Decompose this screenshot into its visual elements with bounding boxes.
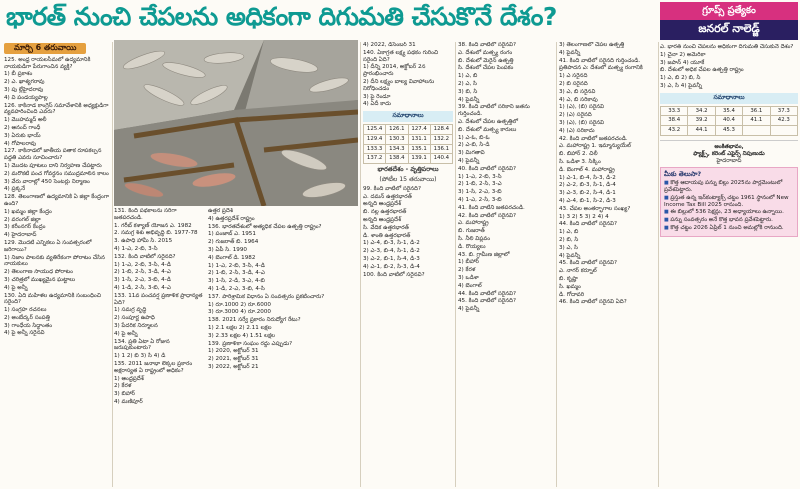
- question-line: 2) ఆనంద్ గాంధీ: [4, 124, 41, 131]
- question-line: 134. ప్రతి ఏటా ఏ రోజున జరుపుకుంటారు?: [114, 338, 170, 352]
- question-line: 1) మొదట పూటలు దాని నిర్వహణ చేపట్టారు: [4, 162, 102, 169]
- question-line: 2) ఎ. ఖాశ్యగరావు: [4, 79, 45, 86]
- question-line: 1. గరీబ్‌ కళ్యాణ్‌ యోజన ఎ. 1982: [114, 222, 192, 229]
- question-line: 4) ఎ-4, బి-1, సి-2, డి-3: [559, 197, 616, 204]
- answer-row: [364, 154, 453, 164]
- question-line: డి. బెంగాల్ 4. మహారాష్ట్ర: [559, 166, 615, 173]
- question-line: 4) పైవన్నీ: [458, 306, 480, 313]
- question-line: 139. ప్రణాళికా సంఘం రద్దు ఎప్పుడు?: [208, 340, 293, 347]
- question-line: 2) ఎ-3, బి-4, సి-1, డి-2: [363, 248, 420, 255]
- question-line: 2. సమగ్ర శిశు అభివృద్ధి బి. 1977-78: [114, 230, 198, 237]
- right-answers-table: [660, 106, 798, 136]
- question-line: 2) వరంగల్‌ జిల్లా: [4, 216, 41, 223]
- question-line: 2) (ఎ) సరైనది: [559, 112, 592, 119]
- column-divider: [455, 42, 456, 487]
- question-line: బి. బిహార్ 2. చిలీ: [559, 151, 598, 158]
- question-line: 138. 2021 సర్వే ప్రకారం నిరుద్యోగ రేటు?: [208, 317, 301, 324]
- question-line: 2) గుజరాత్ బి. 1964: [208, 239, 259, 246]
- section-subhead: భారతదేశం - వృత్తిపరాలు: [377, 166, 439, 174]
- answer-cell: 126.1: [386, 124, 408, 134]
- answer-cell: 35.4: [715, 106, 742, 116]
- question-line: 1) నిజాం పాలనకు వ్యతిరేకంగా పోరాటం చేసిన నాయకులు: [4, 254, 105, 268]
- did-you-know-list: [664, 180, 794, 232]
- question-line: అన్నది ఆంధ్రప్రదేశ్: [363, 201, 402, 208]
- question-line: 4) వి పండయ్యపాల్ల: [4, 94, 48, 101]
- question-list-2: [114, 208, 204, 406]
- answer-cell: 39.2: [688, 116, 715, 126]
- question-line: 1) సమగ్ర వృద్ధి: [114, 307, 147, 314]
- answer-cell: 41.1: [743, 116, 770, 126]
- question-line: 3) బి, సి: [458, 88, 478, 95]
- question-line: 3) 2022, అక్టోబర్‌ 21: [208, 363, 259, 370]
- question-line: 1) (ఎ), (బి) సరైనవి: [559, 104, 605, 111]
- question-line: 133. 11వ పంచవర్ష ప్రణాళిక ప్రాధాన్యత ఏది?: [114, 292, 203, 306]
- question-line: 3) ఎ-2, బి-1, సి-4, డి-3: [363, 255, 420, 262]
- question-line: 1) సంగ్రహ రచనలు: [4, 307, 47, 314]
- question-line: 130. ఏది మహిళల ఉద్యమానికి సంబంధించి సరైంది?: [4, 292, 102, 306]
- question-line: 45. కింది వాటిలో సరైనది?: [458, 298, 516, 305]
- column-6: [559, 42, 657, 487]
- column-divider: [360, 42, 361, 487]
- question-line: 131. కింది పథకాలను సరిగా జతపరచండి.: [114, 208, 177, 221]
- question-line: 2) 1-బి, 2-సి, 3-డి, 4-ఎ: [208, 270, 265, 277]
- answer-row: [661, 106, 798, 116]
- question-line: 3) ఏపీ సి. 1990: [208, 246, 247, 253]
- question-line: 4) బెంగాల్‌ డి. 1982: [208, 254, 256, 261]
- question-line: 1) ఎ, బి: [458, 73, 478, 80]
- question-line: 3) పు ల్లేహైదరావు: [4, 86, 44, 93]
- question-line: 4) (ఎ) సరికాదు: [559, 127, 595, 134]
- question-line: 4) 1-ఎ, 2-బి, 3-సి: [114, 245, 158, 252]
- column-5: [458, 42, 554, 487]
- question-line: 2) కేరళ: [458, 267, 476, 274]
- column-2: [114, 208, 204, 487]
- question-line: బి. దేశంలో మెరైన్ ఉత్పత్తి: [458, 57, 514, 64]
- answer-cell: 139.1: [408, 154, 430, 164]
- question-list-4b: [363, 186, 453, 279]
- question-line: డి. శాంతి ఉత్తరభారత్: [363, 232, 411, 239]
- answer-cell: 134.3: [386, 144, 408, 154]
- question-line: 1) ఆంధ్రప్రదేశ్‌: [114, 375, 144, 382]
- right-answers-heading: సమాధానాలు: [660, 93, 798, 104]
- question-line: 3) కరీంనగర్‌ కేంద్రం: [4, 224, 46, 231]
- question-line: 140. ఏకాగ్రత లక్ష్య పథకం గురించి సరైంది ఏది?: [363, 49, 439, 63]
- question-line: 46. కింది వాటిలో సరైనవి ఏది?: [559, 299, 627, 306]
- answer-cell: 34.2: [688, 106, 715, 116]
- question-line: 3) 1-సి, 2-డి, 3-ఎ, 4-బి: [208, 278, 265, 285]
- answer-cell: 125.4: [364, 124, 386, 134]
- answer-cell: 127.4: [408, 124, 430, 134]
- question-line: 3) ఎ, సి 4) పైవన్నీ: [660, 82, 703, 89]
- question-line: 1) 2.1 లక్షల 2) 2.11 లక్షల: [208, 324, 272, 331]
- question-line: 1) బీహార్: [458, 259, 479, 266]
- question-line: 2) 2021, అక్టోబర్‌ 31: [208, 356, 259, 363]
- question-line: 1) ఎ-4, బి-3, సి-1, డి-2: [363, 240, 420, 247]
- question-line: 3) ఏరుకు భాయ్: [4, 132, 41, 139]
- question-line: సి. దేశంలో చేపల పెంపకం: [458, 65, 514, 72]
- section-subhead-note: (పోటీల 15 తరువాయి): [379, 175, 437, 183]
- question-line: 4) పై అన్నీ: [4, 284, 28, 291]
- answer-cell: [743, 126, 770, 136]
- question-line: 41. కింది వాటిని జతపరచండి.: [458, 204, 525, 211]
- question-line: సి. నీలి విప్లవం: [458, 235, 491, 242]
- question-line: 3) తెలంగాణలో చేపల ఉత్పత్తి: [559, 42, 625, 48]
- answer-cell: 129.4: [364, 134, 386, 144]
- answer-cell: 130.3: [386, 134, 408, 144]
- column-divider: [556, 42, 557, 487]
- badge-bottom-label: జనరల్ నాలెడ్జ్: [660, 20, 798, 40]
- answer-cell: 37.3: [770, 106, 797, 116]
- question-line: 1) ఎ, బి 2) బి, సి: [660, 75, 701, 82]
- question-line: 3) పేదరిక నిర్మూలన: [114, 322, 158, 329]
- fish-market-photo: [114, 40, 358, 206]
- answer-cell: 33.3: [661, 106, 688, 116]
- question-line: 42. కింది వాటిలో సరైనవి?: [458, 212, 516, 219]
- question-line: 3) 2.33 లక్షల 4) 1.51 లక్షల: [208, 332, 275, 339]
- answer-cell: 36.1: [743, 106, 770, 116]
- question-line: బి. కృష్ణా: [559, 275, 578, 282]
- question-line: 1) ఎ సరైనది: [559, 73, 588, 80]
- question-list-1: [4, 57, 110, 337]
- badge-top-label: గ్రూప్స్ ప్రత్యేకం: [660, 2, 798, 20]
- question-line: 4) 2022, డిసెంబర్‌ 31: [363, 42, 416, 48]
- question-line: ఎ. భారత్ నుంచి చేపలను అధికంగా దిగుమతి చేసుకునే దేశం?: [660, 44, 794, 50]
- question-line: 2) ఎ-బి, సి-డి: [458, 142, 490, 149]
- question-line: 4) 1-ఎ, 2-సి, 3-బి: [458, 196, 502, 203]
- question-line: ఎ. నాగర్‌ కర్నూల్: [559, 268, 597, 275]
- fact-bullet: ■ ప్రస్తుత ఉన్న ఇన్‌కంట్యాక్స్‌ చట్టం 1961 స్థానంలో New Income Tax Bill 2025 రానుంది.: [664, 195, 794, 209]
- question-line: ఎ. మహారాష్ట్ర: [458, 220, 489, 227]
- question-line: ఎ. దేశంలో చేపల ఉత్పత్తిలో: [458, 118, 519, 125]
- question-list-5: [458, 42, 554, 313]
- did-you-know-title: మీకు తెలుసా?: [664, 170, 702, 179]
- question-line: 3) 1-సి, 2-ఎ, 3-బి: [458, 189, 502, 196]
- question-line: ఉత్తర ప్రదేశ్‌: [208, 208, 233, 214]
- answers-table: [363, 124, 453, 164]
- question-line: 1) 1-ఎ, 2-బి, 3-సి, 4-డి: [208, 262, 265, 269]
- question-line: 4) పైవన్నీ: [559, 252, 581, 259]
- right-column: [660, 44, 798, 487]
- question-line: 2) ఎ, సి: [458, 80, 477, 87]
- answer-cell: 42.3: [770, 116, 797, 126]
- question-line: 3) 1-సి, 2-ఎ, 3-బి, 4-డి: [114, 277, 171, 284]
- answer-cell: 44.1: [688, 126, 715, 136]
- question-line: 3) బిహార్‌: [114, 391, 135, 398]
- question-line: బి. నల్ల ఉత్తరభారత్: [363, 209, 407, 216]
- answer-row: [661, 126, 798, 136]
- question-line: డి. గోదావరి: [559, 291, 585, 298]
- answer-row: [661, 116, 798, 126]
- answer-cell: [770, 126, 797, 136]
- question-line: 4) పైవన్నీ: [559, 49, 581, 56]
- answer-cell: 135.1: [408, 144, 430, 154]
- question-line: 4) గోపాలరావు: [4, 140, 37, 147]
- question-line: 4) ఏదీ కాదు: [363, 101, 391, 108]
- question-line: 4) పై అన్నీ: [114, 330, 138, 337]
- question-line: 4) 1-డి, 2-ఎ, 3-బి, 4-సి: [208, 285, 265, 292]
- question-line: 127. కాకినాడలో జాతీయ పతాక రూపకల్పన పద్దతి ఎవరు సూచించారు?: [4, 148, 102, 162]
- question-line: 1) 1-ఎ, 2-బి, 3-సి, 4-డి: [114, 261, 171, 268]
- column-divider: [112, 42, 113, 487]
- question-line: 2) 1-బి, 2-సి, 3-డి, 4-ఎ: [114, 269, 171, 276]
- question-line: 4) 1-డి, 2-సి, 3-బి, 4-ఎ: [114, 284, 171, 291]
- column-3: [208, 208, 358, 487]
- question-line: 4) పై అన్నీ సరైనవి: [4, 330, 45, 337]
- answer-cell: 128.4: [430, 124, 452, 134]
- intro-questions: [660, 44, 798, 90]
- question-line: 2) బి, సి: [559, 236, 579, 243]
- author-line-1: అంకితభావం,: [714, 143, 744, 150]
- question-line: 2) అంబేద్కర్‌ సంపత్తి: [4, 314, 50, 321]
- question-line: 39. కింది వాటిలో సరికాని జతను గుర్తించండి.: [458, 104, 530, 118]
- question-line: 3) జపాన్‌ 4) యూకే: [660, 59, 705, 66]
- question-line: 45. కింది వాటిలో సరైనవి?: [559, 260, 617, 267]
- question-line: 1) దీన్ని 2014, అక్టోబర్‌ 2న ప్రారంభించారు: [363, 64, 426, 78]
- question-line: 2) ఎ-2, బి-3, సి-1, డి-4: [559, 182, 616, 189]
- question-line: 4) ఎ-1, బి-2, సి-3, డి-4: [363, 263, 420, 270]
- question-line: 2) 1-బి, 2-సి, 3-ఎ: [458, 181, 502, 188]
- question-line: 4) హైదరాబాద్: [4, 232, 37, 239]
- question-line: 126. కాకినాడ కాంగ్రెస్‌ సమావేశానికి అధ్యక్షుడిగా వ్యవహరించింది ఎవరు?: [4, 102, 109, 116]
- question-line: 1) బీ ప్రకాశం: [4, 71, 33, 78]
- question-line: ఎ. దేశంలో మత్స్య రంగం: [458, 49, 513, 56]
- fact-bullet: ■ కొత్త చట్టం 2026 ఏప్రిల్ 1 నుంచి అమల్లోకి రానుంది.: [664, 225, 794, 232]
- question-line: 100. కింది వాటిలో సరైనవి?: [363, 271, 425, 278]
- question-line: 3) మిగతావి: [458, 150, 485, 157]
- question-line: 1) 3 2) 5 3) 2 4) 4: [559, 213, 609, 220]
- fish-crates-illustration: [114, 40, 358, 206]
- did-you-know-box: [660, 167, 798, 236]
- question-line: 3) చరిత్రలో ముఖ్యమైన ఘట్టాలు: [4, 276, 76, 283]
- question-line: 3) ఎ, సి: [559, 244, 578, 251]
- question-list-4: [363, 42, 453, 108]
- question-line: డి. రొయ్యలు: [458, 243, 486, 250]
- column-4: [363, 42, 453, 487]
- question-line: 137. పారిశ్రామిక విధానం ఏ సంవత్సరం ప్రకటించారు?: [208, 293, 325, 300]
- question-line: 1) పంజాబ్ ఎ. 1951: [208, 231, 256, 238]
- question-line: 44. కింది వాటిలో సరైనవి?: [559, 221, 617, 228]
- author-line-2: ఫ్యాక్ట్స్, కరెంట్ ఎఫైర్స్‌ నిపుణుడు: [693, 150, 765, 157]
- question-line: 1) ఎ-1, బి-4, సి-3, డి-2: [559, 174, 616, 181]
- question-line: సి. ఒడిశా 3. సిక్కిం: [559, 158, 601, 165]
- question-line: ఎ. మహారాష్ట్ర 1. ఇమ్మాన్యుయేల్‌: [559, 143, 631, 150]
- question-line: 3) ఎ-3, బి-2, సి-4, డి-1: [559, 190, 616, 197]
- question-line: 43. బి. గ్రామీణ జిల్లాలో: [458, 251, 510, 258]
- question-line: 41. కింది వాటిలో సరైనది గుర్తించండి.: [559, 57, 641, 64]
- answer-cell: 133.3: [364, 144, 386, 154]
- section-badge: [660, 2, 798, 42]
- answer-cell: 43.2: [661, 126, 688, 136]
- question-line: బి. దేశంలో మత్స్య కారులు: [458, 126, 517, 133]
- question-line: 1) రూ.1000 2) రూ.6000: [208, 301, 271, 308]
- question-line: 3) ఒడిశా: [458, 274, 479, 281]
- question-line: 43. చేపల అంతర్భాగాల సంఖ్య?: [559, 205, 631, 212]
- question-line: 3. ఉపాధి హామీ సి. 2015: [114, 238, 173, 245]
- question-line: 1) 2020, అక్టోబర్‌ 31: [208, 348, 259, 355]
- answer-cell: 40.4: [715, 116, 742, 126]
- question-line: 4) పైవన్నీ: [458, 157, 480, 164]
- question-line: 128. తెలంగాణలో ఉద్యమానికి ఏ జిల్లా కేంద్రంగా ఉంది?: [4, 194, 109, 207]
- question-line: బి. దేశంలో అధిక చేపల ఉత్పత్తి రాష్ట్రం: [660, 67, 744, 74]
- question-line: 3) వేరు వారాల్లో 450 సెంటర్లు నిర్మాణం: [4, 178, 90, 185]
- headline: భారత్ నుంచి చేపలను అధికంగా దిగుమతి చేసుకొనే దేశం?: [6, 2, 557, 31]
- answer-cell: 136.1: [430, 144, 452, 154]
- fact-bullet: ■ పన్ను సంవత్సరం అనే కొత్త భావన ప్రవేశపెట్టారు.: [664, 217, 794, 224]
- answer-cell: 131.1: [408, 134, 430, 144]
- column-divider: [658, 42, 659, 487]
- answer-row: [364, 124, 453, 134]
- question-line: 4) ఎ, బి సరికావు: [559, 96, 598, 103]
- question-line: 2) సంపూర్ణ ఉపాధి: [114, 315, 155, 322]
- question-line: 99. కింది వాటిలో సరైనది?: [363, 185, 421, 192]
- question-line: 4) బెంగాల్: [458, 282, 482, 289]
- question-line: బి. గుజరాత్: [458, 228, 485, 235]
- question-line: 1) ఖమ్మం జిల్లా కేంద్రం: [4, 208, 52, 215]
- question-line: 2) తెలంగాణ సాయుధ పోరాటం: [4, 269, 73, 276]
- question-line: ఎ. దమన్‌ ఉత్తరభారత్: [363, 193, 412, 200]
- question-line: 1) 1 2) బి 3) సి 4) డి: [114, 353, 166, 360]
- question-line: 38. కింది వాటిలో సరైనవి?: [458, 42, 516, 48]
- question-line: 3) పై రెండూ: [363, 93, 391, 100]
- question-line: 2) మరొకటి పంచ గోవర్ధనం సముద్రమాలిన కాలం: [4, 170, 109, 177]
- question-line: 42. కింది వాటిలో జతపరచండి.: [559, 135, 628, 142]
- continuation-pill: మార్చి 6 తరువాయి: [4, 43, 86, 54]
- question-line: 4) ప్రక్కనే: [4, 186, 26, 193]
- fact-bullet: ■ కొత్త ఆదాయపు పన్ను బిల్లు 2025ను పార్లమెంటులో ప్రవేశపెట్టారు.: [664, 180, 794, 194]
- answers-heading: సమాధానాలు: [363, 111, 453, 122]
- question-line: సి. ఖమ్మం: [559, 283, 581, 290]
- question-list-3: [208, 208, 358, 371]
- question-line: ప్రతిపాదన ఎ: దేశంలో మత్స్య రంగానికి: [559, 65, 643, 72]
- question-line: 44. కింది వాటిలో సరైనవి?: [458, 290, 516, 297]
- question-line: 1) చైనా 2) అమెరికా: [660, 51, 706, 58]
- question-line: 125. అంధ్ర రాయలసీమలో ఉద్యమానికి నాయకుడిగా పేరుగాంచిన వ్యక్తి?: [4, 56, 91, 70]
- question-line: 1) మొహమ్మద్ అలీ: [4, 117, 47, 124]
- fact-bullet: ■ ఈ బిల్లులో 536 సెక్షన్లు, 23 అధ్యాయాలు ఉన్నాయి.: [664, 209, 794, 216]
- question-line: 129. మొదటి ఎన్నికలు ఏ సంవత్సరంలో జరిగాయి?: [4, 239, 92, 253]
- author-line-3: హైదరాబాద్: [716, 157, 742, 164]
- question-line: 2) దీని లక్ష్యం బాల్య వివాహాలను నిరోధించడం: [363, 78, 435, 92]
- answer-cell: 140.4: [430, 154, 452, 164]
- question-line: అన్నది ఆంధ్రప్రదేశ్: [363, 216, 402, 223]
- question-line: 3) గాంధేయ సిద్ధాంతం: [4, 322, 53, 329]
- question-line: 3) రూ.3000 4) రూ.2000: [208, 309, 271, 316]
- question-line: 135. 2011 జనాభా లెక్కల ప్రకారం అక్షరాస్యత ఏ రాష్ట్రంలో అధికం?: [114, 360, 193, 374]
- question-line: 132. కింది వాటిలో సరైనది?: [114, 253, 176, 260]
- question-line: 4) ఉత్తరప్రదేశ్ రాష్ట్రం: [208, 215, 255, 222]
- question-line: 1) ఎ, బి: [559, 229, 579, 236]
- question-line: 4) మణిపూర్‌: [114, 398, 143, 405]
- question-line: 2) బి సరైనది: [559, 80, 588, 87]
- question-line: 1) ఎ-ఓ, బి-ఓ: [458, 134, 490, 141]
- question-line: 3) (ఎ), (బి) సరైనవి: [559, 119, 605, 126]
- question-line: 136. భారతదేశంలో అత్యధిక చేపల ఉత్పత్తి రాష్ట్రం?: [208, 223, 322, 230]
- column-1: [4, 42, 110, 487]
- author-block: [660, 140, 798, 164]
- question-line: సి. వేదిక ఉత్తరభారత్: [363, 224, 409, 231]
- question-line: 1) 1-ఎ, 2-బి, 3-సి: [458, 173, 502, 180]
- question-line: 2) కేరళ: [114, 383, 132, 390]
- question-list-6: [559, 42, 657, 306]
- answer-cell: 132.2: [430, 134, 452, 144]
- answer-cell: 45.3: [715, 126, 742, 136]
- answer-row: [364, 134, 453, 144]
- question-line: 40. కింది వాటిలో సరైనవి?: [458, 165, 516, 172]
- answer-cell: 38.4: [661, 116, 688, 126]
- answer-cell: 138.4: [386, 154, 408, 164]
- answer-row: [364, 144, 453, 154]
- question-line: 3) ఎ, బి సరైనవి: [559, 88, 596, 95]
- answer-cell: 137.2: [364, 154, 386, 164]
- question-line: 4) పైవన్నీ: [458, 96, 480, 103]
